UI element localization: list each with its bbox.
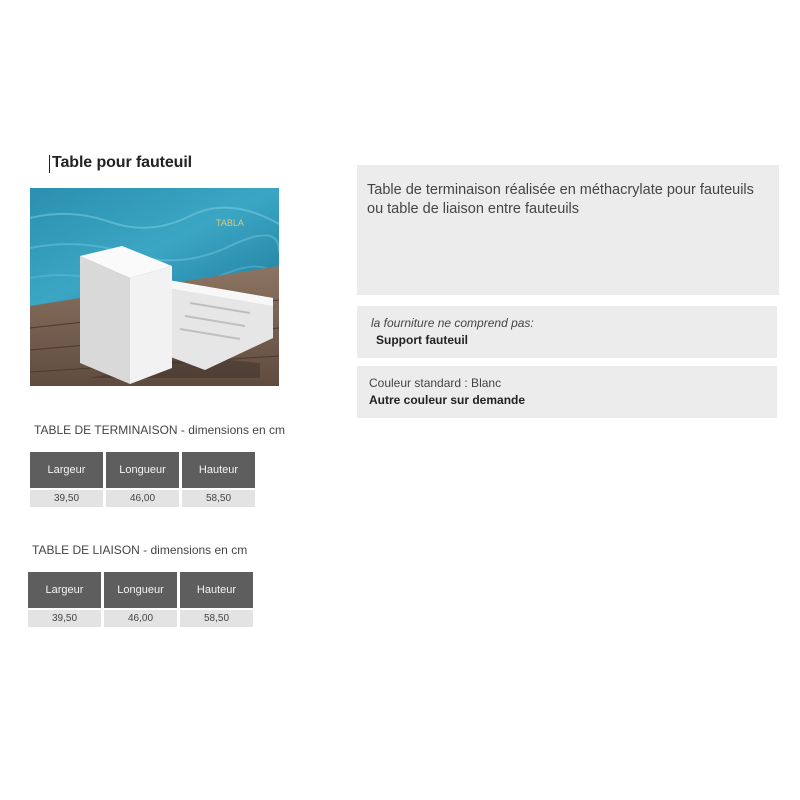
color-note [357, 366, 777, 418]
header-largeur: Largeur [30, 452, 103, 488]
product-photo [30, 188, 279, 386]
terminaison-heading: TABLE DE TERMINAISON - dimensions en cm [34, 423, 285, 437]
liaison-dimensions-table [25, 570, 256, 629]
header-largeur: Largeur [28, 572, 101, 608]
text-cursor [49, 155, 50, 173]
description-text: Table de terminaison réalisée en méthacrylate pour fauteuils ou table de liaison entre fauteuils [367, 182, 754, 217]
value-largeur: 39,50 [28, 610, 101, 627]
photo-watermark: TABLA [216, 218, 244, 228]
header-longueur: Longueur [106, 452, 179, 488]
terminaison-dimensions-table [27, 450, 258, 509]
value-hauteur: 58,50 [182, 490, 255, 507]
page-title: Table pour fauteuil [52, 154, 193, 171]
liaison-heading: TABLE DE LIAISON - dimensions en cm [32, 543, 248, 557]
header-longueur: Longueur [104, 572, 177, 608]
value-largeur: 39,50 [30, 490, 103, 507]
value-hauteur: 58,50 [180, 610, 253, 627]
other-color-text: Autre couleur sur demande [369, 393, 526, 407]
standard-color-text: Couleur standard : Blanc [369, 376, 502, 390]
value-longueur: 46,00 [104, 610, 177, 627]
supply-note-item: Support fauteuil [376, 333, 468, 347]
description-box [357, 165, 779, 295]
value-longueur: 46,00 [106, 490, 179, 507]
supply-note [357, 306, 777, 358]
header-hauteur: Hauteur [182, 452, 255, 488]
header-hauteur: Hauteur [180, 572, 253, 608]
supply-note-label: la fourniture ne comprend pas: [371, 316, 534, 330]
